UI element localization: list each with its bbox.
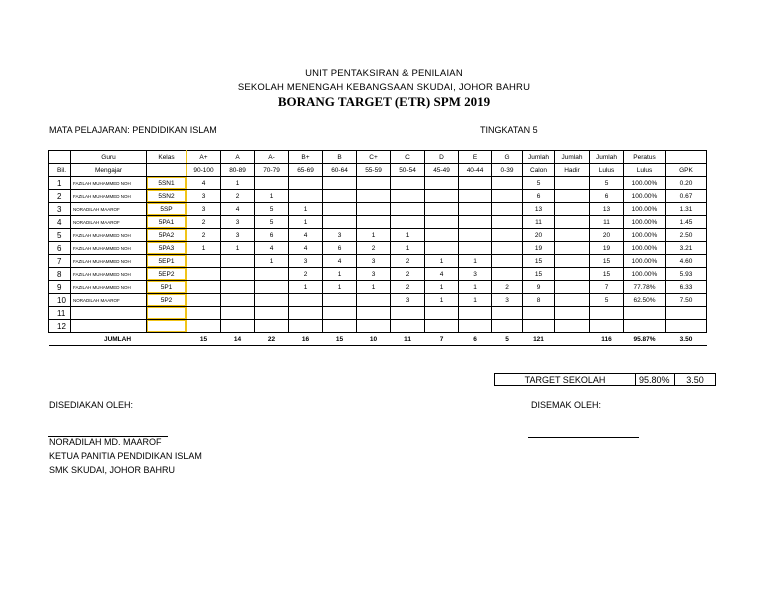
cell-c-plus	[357, 307, 391, 320]
cell-a	[221, 320, 255, 333]
cell-bil: 9	[49, 281, 71, 294]
cell-guru: FAZILAH MUHAMMED NOH	[71, 255, 147, 268]
cell-kelas	[147, 320, 187, 333]
table-row	[49, 307, 707, 320]
header-gpk	[666, 151, 707, 164]
cell-bil: 10	[49, 294, 71, 307]
cell-d	[425, 216, 459, 229]
cell-jumlah-calon: 9	[523, 281, 555, 294]
cell-jumlah-lulus: 7	[590, 281, 624, 294]
cell-d	[425, 203, 459, 216]
cell-b: 3	[323, 229, 357, 242]
cell-peratus-lulus: 100.00%	[624, 242, 666, 255]
cell-a: 4	[221, 203, 255, 216]
cell-c: 2	[391, 255, 425, 268]
cell-a-minus	[255, 307, 289, 320]
cell-jumlah-hadir	[555, 190, 590, 203]
table-row	[49, 294, 707, 307]
cell-jumlah-calon: 20	[523, 229, 555, 242]
cell-jumlah-hadir	[555, 307, 590, 320]
school-heading: SEKOLAH MENENGAH KEBANGSAAN SKUDAI, JOHOR BAHRU	[237, 82, 531, 93]
cell-c-plus: 3	[357, 268, 391, 281]
unit-heading: UNIT PENTAKSIRAN & PENILAIAN	[305, 68, 463, 79]
cell-peratus-lulus	[624, 307, 666, 320]
table-row	[49, 229, 707, 242]
cell-peratus-lulus: 100.00%	[624, 268, 666, 281]
cell-kelas: 5PA1	[147, 216, 187, 229]
cell-b-plus: 2	[289, 268, 323, 281]
target-gpk: 3.50	[675, 374, 716, 386]
cell-peratus-lulus: 100.00%	[624, 177, 666, 190]
cell-b-plus: 4	[289, 242, 323, 255]
cell-g: 2	[492, 281, 523, 294]
header-jumlah-lulus: Jumlah	[590, 151, 624, 164]
cell-jumlah-hadir	[555, 177, 590, 190]
cell-peratus-lulus: 100.00%	[624, 229, 666, 242]
cell-b	[323, 203, 357, 216]
cell-b	[323, 320, 357, 333]
total-d: 7	[425, 333, 459, 346]
cell-a-plus	[187, 307, 221, 320]
cell-a: 1	[221, 177, 255, 190]
header-b-plus: 65-69	[289, 164, 323, 177]
cell-guru: NORADILAH MAAROF	[71, 203, 147, 216]
cell-g	[492, 177, 523, 190]
cell-b	[323, 177, 357, 190]
cell-a: 3	[221, 216, 255, 229]
cell-a	[221, 294, 255, 307]
total-c: 11	[391, 333, 425, 346]
cell-c-plus	[357, 294, 391, 307]
cell-a-plus: 1	[187, 242, 221, 255]
cell-b-plus	[289, 320, 323, 333]
cell-c	[391, 216, 425, 229]
header-g: G	[492, 151, 523, 164]
header-gpk: GPK	[666, 164, 707, 177]
cell-peratus-lulus: 100.00%	[624, 216, 666, 229]
header-a: 80-89	[221, 164, 255, 177]
school-target-box	[494, 373, 716, 386]
cell-c	[391, 320, 425, 333]
cell-a-minus	[255, 294, 289, 307]
cell-g: 3	[492, 294, 523, 307]
cell-e	[459, 242, 492, 255]
cell-c: 3	[391, 294, 425, 307]
cell-d	[425, 242, 459, 255]
header-a-minus: 70-79	[255, 164, 289, 177]
target-percent: 95.80%	[636, 374, 675, 386]
cell-gpk: 1.31	[666, 203, 707, 216]
header-a-minus: A-	[255, 151, 289, 164]
cell-jumlah-calon: 13	[523, 203, 555, 216]
cell-gpk: 0.67	[666, 190, 707, 203]
cell-d	[425, 320, 459, 333]
cell-c-plus	[357, 320, 391, 333]
cell-gpk: 2.50	[666, 229, 707, 242]
cell-jumlah-hadir	[555, 203, 590, 216]
cell-jumlah-lulus: 13	[590, 203, 624, 216]
cell-a-minus	[255, 177, 289, 190]
cell-guru: FAZILAH MUHAMMED NOH	[71, 268, 147, 281]
cell-gpk: 0.20	[666, 177, 707, 190]
cell-d	[425, 177, 459, 190]
cell-e: 1	[459, 255, 492, 268]
cell-kelas: 5SP	[147, 203, 187, 216]
cell-g	[492, 229, 523, 242]
cell-guru: FAZILAH MUHAMMED NOH	[71, 281, 147, 294]
cell-kelas: 5EP1	[147, 255, 187, 268]
cell-a-plus: 4	[187, 177, 221, 190]
cell-gpk: 3.21	[666, 242, 707, 255]
total-jumlah-lulus: 116	[590, 333, 624, 346]
checked-by-label: DISEMAK OLEH:	[531, 400, 602, 410]
cell-g	[492, 190, 523, 203]
cell-kelas: 5PA3	[147, 242, 187, 255]
table-row	[49, 320, 707, 333]
header-guru: Mengajar	[71, 164, 147, 177]
cell-b-plus: 1	[289, 203, 323, 216]
header-jumlah-hadir: Jumlah	[555, 151, 590, 164]
cell-e	[459, 320, 492, 333]
total-b: 15	[323, 333, 357, 346]
cell-kelas: 5P1	[147, 281, 187, 294]
cell-a-plus: 2	[187, 216, 221, 229]
cell-b: 1	[323, 268, 357, 281]
cell-b: 6	[323, 242, 357, 255]
total-jumlah-calon: 121	[523, 333, 555, 346]
cell-b	[323, 216, 357, 229]
cell-bil: 2	[49, 190, 71, 203]
total-jumlah-hadir	[555, 333, 590, 346]
total-row	[49, 333, 707, 346]
cell-guru: NORADILAH MAAROF	[71, 216, 147, 229]
total-peratus-lulus: 95.87%	[624, 333, 666, 346]
cell-jumlah-calon: 15	[523, 268, 555, 281]
cell-jumlah-calon: 11	[523, 216, 555, 229]
cell-a-plus	[187, 255, 221, 268]
cell-c: 2	[391, 268, 425, 281]
cell-gpk	[666, 320, 707, 333]
cell-bil: 12	[49, 320, 71, 333]
cell-jumlah-lulus: 20	[590, 229, 624, 242]
cell-guru	[71, 307, 147, 320]
cell-a-plus: 3	[187, 190, 221, 203]
subject-label: MATA PELAJARAN: PENDIDIKAN ISLAM	[49, 125, 217, 135]
header-kelas	[147, 164, 187, 177]
cell-peratus-lulus: 62.50%	[624, 294, 666, 307]
cell-e	[459, 229, 492, 242]
cell-c-plus: 2	[357, 242, 391, 255]
total-a: 14	[221, 333, 255, 346]
checked-signature-line	[528, 437, 639, 438]
cell-peratus-lulus: 100.00%	[624, 203, 666, 216]
header-d: D	[425, 151, 459, 164]
cell-a: 1	[221, 242, 255, 255]
table-row	[49, 216, 707, 229]
cell-bil: 6	[49, 242, 71, 255]
cell-peratus-lulus: 77.78%	[624, 281, 666, 294]
header-d: 45-49	[425, 164, 459, 177]
cell-a-minus: 4	[255, 242, 289, 255]
cell-a-minus	[255, 320, 289, 333]
cell-a-minus: 1	[255, 190, 289, 203]
target-label: TARGET SEKOLAH	[495, 374, 636, 386]
cell-e: 1	[459, 294, 492, 307]
cell-jumlah-hadir	[555, 320, 590, 333]
header-bil	[49, 151, 71, 164]
cell-jumlah-lulus	[590, 307, 624, 320]
header-jumlah-calon: Calon	[523, 164, 555, 177]
cell-kelas: 5P2	[147, 294, 187, 307]
header-jumlah-calon: Jumlah	[523, 151, 555, 164]
cell-b	[323, 190, 357, 203]
cell-bil: 4	[49, 216, 71, 229]
cell-kelas: 5PA2	[147, 229, 187, 242]
cell-a-minus: 5	[255, 203, 289, 216]
cell-c: 2	[391, 281, 425, 294]
cell-jumlah-calon: 8	[523, 294, 555, 307]
table-row	[49, 177, 707, 190]
cell-a-minus: 6	[255, 229, 289, 242]
cell-b: 1	[323, 281, 357, 294]
cell-jumlah-lulus: 5	[590, 294, 624, 307]
cell-a	[221, 307, 255, 320]
cell-c: 1	[391, 242, 425, 255]
cell-a-minus	[255, 281, 289, 294]
cell-g	[492, 216, 523, 229]
cell-c	[391, 190, 425, 203]
cell-guru: FAZILAH MUHAMMED NOH	[71, 229, 147, 242]
cell-a-minus	[255, 268, 289, 281]
header-peratus-lulus: Peratus	[624, 151, 666, 164]
cell-b	[323, 307, 357, 320]
cell-jumlah-lulus: 5	[590, 177, 624, 190]
cell-e	[459, 190, 492, 203]
cell-bil: 11	[49, 307, 71, 320]
cell-bil: 8	[49, 268, 71, 281]
cell-jumlah-hadir	[555, 242, 590, 255]
table-row	[49, 203, 707, 216]
cell-e	[459, 177, 492, 190]
cell-b	[323, 294, 357, 307]
cell-c-plus: 1	[357, 229, 391, 242]
cell-b-plus: 1	[289, 281, 323, 294]
total-b-plus: 16	[289, 333, 323, 346]
prepared-by-label: DISEDIAKAN OLEH:	[49, 400, 134, 410]
cell-gpk	[666, 307, 707, 320]
signer-position: KETUA PANITIA PENDIDIKAN ISLAM	[49, 451, 202, 461]
cell-d: 1	[425, 281, 459, 294]
cell-jumlah-hadir	[555, 268, 590, 281]
cell-c-plus	[357, 203, 391, 216]
cell-e: 1	[459, 281, 492, 294]
cell-guru: FAZILAH MUHAMMED NOH	[71, 177, 147, 190]
cell-d: 1	[425, 294, 459, 307]
cell-a	[221, 281, 255, 294]
cell-c-plus	[357, 177, 391, 190]
header-a: A	[221, 151, 255, 164]
cell-jumlah-lulus	[590, 320, 624, 333]
total-e: 6	[459, 333, 492, 346]
total-label: JUMLAH	[49, 333, 187, 346]
header-jumlah-hadir: Hadir	[555, 164, 590, 177]
header-b-plus: B+	[289, 151, 323, 164]
cell-guru: FAZILAH MUHAMMED NOH	[71, 190, 147, 203]
cell-a-minus: 5	[255, 216, 289, 229]
cell-jumlah-lulus: 15	[590, 255, 624, 268]
cell-a: 3	[221, 229, 255, 242]
table-row	[49, 255, 707, 268]
cell-jumlah-calon	[523, 320, 555, 333]
header-row	[49, 164, 707, 177]
cell-jumlah-hadir	[555, 294, 590, 307]
cell-b-plus	[289, 190, 323, 203]
table-row	[49, 242, 707, 255]
cell-d	[425, 229, 459, 242]
header-kelas: Kelas	[147, 151, 187, 164]
cell-c-plus	[357, 190, 391, 203]
cell-b-plus	[289, 294, 323, 307]
cell-gpk: 5.93	[666, 268, 707, 281]
header-e: E	[459, 151, 492, 164]
header-a-plus: 90-100	[187, 164, 221, 177]
cell-jumlah-calon: 5	[523, 177, 555, 190]
cell-g	[492, 307, 523, 320]
table-row	[49, 281, 707, 294]
form-title: BORANG TARGET (ETR) SPM 2019	[277, 94, 491, 109]
target-table	[48, 150, 707, 346]
cell-d	[425, 190, 459, 203]
total-gpk: 3.50	[666, 333, 707, 346]
cell-guru	[71, 320, 147, 333]
cell-d	[425, 307, 459, 320]
cell-c-plus: 1	[357, 281, 391, 294]
cell-guru: NORADILAH MAAROF	[71, 294, 147, 307]
cell-a-plus	[187, 281, 221, 294]
cell-jumlah-hadir	[555, 255, 590, 268]
total-a-plus: 15	[187, 333, 221, 346]
cell-c	[391, 203, 425, 216]
header-g: 0-39	[492, 164, 523, 177]
header-c-plus: 55-59	[357, 164, 391, 177]
total-g: 5	[492, 333, 523, 346]
level-label: TINGKATAN 5	[480, 125, 538, 135]
cell-e	[459, 307, 492, 320]
signer-school: SMK SKUDAI, JOHOR BAHRU	[49, 465, 176, 475]
cell-jumlah-hadir	[555, 216, 590, 229]
cell-a: 2	[221, 190, 255, 203]
cell-c	[391, 307, 425, 320]
cell-c-plus	[357, 216, 391, 229]
cell-jumlah-calon	[523, 307, 555, 320]
cell-a-plus	[187, 268, 221, 281]
cell-kelas: 5EP2	[147, 268, 187, 281]
table-row	[49, 268, 707, 281]
cell-d: 4	[425, 268, 459, 281]
cell-a-plus	[187, 294, 221, 307]
total-c-plus: 10	[357, 333, 391, 346]
cell-peratus-lulus: 100.00%	[624, 190, 666, 203]
cell-b-plus: 4	[289, 229, 323, 242]
cell-d: 1	[425, 255, 459, 268]
signer-name: NORADILAH MD. MAAROF	[49, 437, 162, 447]
cell-g	[492, 320, 523, 333]
total-a-minus: 22	[255, 333, 289, 346]
header-e: 40-44	[459, 164, 492, 177]
cell-b-plus: 3	[289, 255, 323, 268]
cell-kelas	[147, 307, 187, 320]
header-c: 50-54	[391, 164, 425, 177]
cell-gpk: 6.33	[666, 281, 707, 294]
cell-e	[459, 216, 492, 229]
cell-kelas: 5SN2	[147, 190, 187, 203]
cell-a-plus: 3	[187, 203, 221, 216]
header-row	[49, 151, 707, 164]
header-jumlah-lulus: Lulus	[590, 164, 624, 177]
cell-gpk: 1.45	[666, 216, 707, 229]
cell-b-plus	[289, 307, 323, 320]
cell-b-plus: 1	[289, 216, 323, 229]
cell-jumlah-lulus: 11	[590, 216, 624, 229]
cell-jumlah-lulus: 6	[590, 190, 624, 203]
cell-jumlah-lulus: 19	[590, 242, 624, 255]
cell-a	[221, 255, 255, 268]
cell-bil: 3	[49, 203, 71, 216]
cell-b: 4	[323, 255, 357, 268]
cell-e	[459, 203, 492, 216]
cell-g	[492, 242, 523, 255]
cell-g	[492, 255, 523, 268]
header-peratus-lulus: Lulus	[624, 164, 666, 177]
cell-g	[492, 203, 523, 216]
cell-jumlah-hadir	[555, 229, 590, 242]
cell-a-minus: 1	[255, 255, 289, 268]
cell-peratus-lulus	[624, 320, 666, 333]
header-c: C	[391, 151, 425, 164]
cell-bil: 7	[49, 255, 71, 268]
cell-g	[492, 268, 523, 281]
cell-e: 3	[459, 268, 492, 281]
cell-a	[221, 268, 255, 281]
header-b: B	[323, 151, 357, 164]
cell-jumlah-calon: 15	[523, 255, 555, 268]
cell-gpk: 7.50	[666, 294, 707, 307]
cell-c-plus: 3	[357, 255, 391, 268]
cell-c	[391, 177, 425, 190]
cell-guru: FAZILAH MUHAMMED NOH	[71, 242, 147, 255]
cell-kelas: 5SN1	[147, 177, 187, 190]
header-b: 60-64	[323, 164, 357, 177]
cell-a-plus: 2	[187, 229, 221, 242]
header-bil: Bil.	[49, 164, 71, 177]
header-c-plus: C+	[357, 151, 391, 164]
header-a-plus: A+	[187, 151, 221, 164]
cell-jumlah-calon: 19	[523, 242, 555, 255]
table-row	[49, 190, 707, 203]
cell-peratus-lulus: 100.00%	[624, 255, 666, 268]
cell-b-plus	[289, 177, 323, 190]
cell-jumlah-calon: 6	[523, 190, 555, 203]
cell-bil: 1	[49, 177, 71, 190]
cell-gpk: 4.60	[666, 255, 707, 268]
cell-jumlah-hadir	[555, 281, 590, 294]
cell-c: 1	[391, 229, 425, 242]
header-guru: Guru	[71, 151, 147, 164]
cell-a-plus	[187, 320, 221, 333]
cell-bil: 5	[49, 229, 71, 242]
cell-jumlah-lulus: 15	[590, 268, 624, 281]
